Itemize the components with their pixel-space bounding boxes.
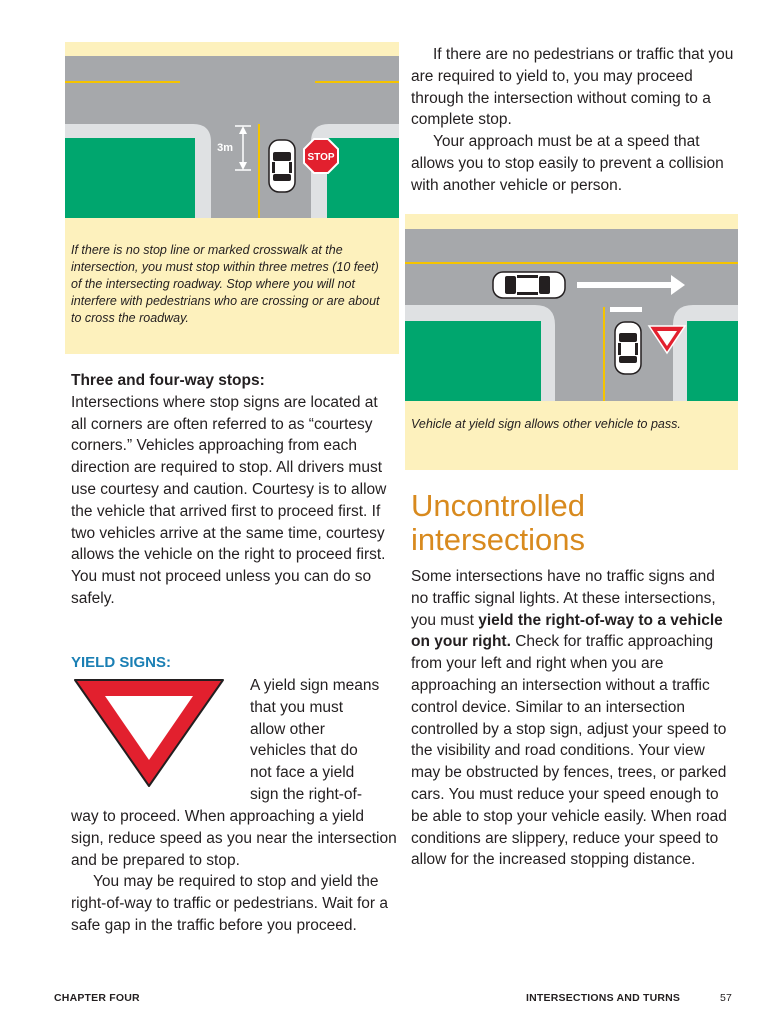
yield-signs-para1-wrapped: A yield sign means that you must allow other vehicles that do not face a yield sign the right-of- (250, 677, 380, 803)
figure-stop-diagram (65, 42, 399, 354)
uncontrolled-text (411, 566, 736, 871)
three-four-way-heading: Three and four-way stops: (71, 372, 265, 389)
figure2-caption: Vehicle at yield sign allows other vehicle to pass. (411, 417, 681, 431)
yield-intersection-diagram (405, 229, 738, 401)
right-column-intro (411, 44, 737, 197)
stop-sign-icon (304, 139, 338, 173)
figure-yield-diagram (405, 214, 738, 470)
page-number: 57 (720, 992, 733, 1004)
yield-signs-heading: YIELD SIGNS: (71, 654, 172, 671)
distance-label: 3m (217, 142, 233, 154)
stop-intersection-diagram (65, 56, 399, 218)
footer-section: INTERSECTIONS AND TURNS (526, 992, 681, 1004)
stop-sign-text: STOP (307, 152, 335, 163)
car-icon (269, 140, 295, 192)
uncontrolled-text-bold: yield the right-of-way to a vehicle on your right. (411, 611, 723, 651)
footer-chapter: CHAPTER FOUR (54, 992, 140, 1004)
yield-signs-text (71, 806, 397, 937)
uncontrolled-text-after: Check for traffic approaching from your left and right when you are approaching an intersection without a traffic control device. Similar to an intersection controlled by a stop sign, adjust your speed to the visibility and road conditions. Your view may be obstructed by fences, trees, or parked cars. You must reduce your speed enough to be able to stop your vehicle easily. When road conditions are slippery, reduce your speed to allow for the increased stopping distance. (411, 633, 727, 869)
stop-intersection-illustration (65, 56, 399, 218)
waiting-car-icon (615, 322, 641, 374)
passing-car-icon (493, 272, 565, 298)
right-column-para1: If there are no pedestrians or traffic that you are required to yield to, you may proceed through the intersection without coming to a complete stop. (411, 46, 734, 129)
yield-sign-icon (71, 676, 227, 790)
uncontrolled-heading: Uncontrolled intersections (411, 488, 586, 557)
yield-signs-para2: You may be required to stop and yield the right-of-way to traffic or pedestrians. Wait for a safe gap in the traffic before you proceed. (71, 873, 389, 934)
three-four-way-text: Intersections where stop signs are located at all corners are often referred to as “courtesy corners.” Vehicles approaching from each direction are required to stop. All drivers must use courtesy and caution. Courtesy is to allow the vehicle that arrived first to proceed first. If two vehicles arrive at the same time, courtesy allows the vehicle on the right to proceed first. You must not proceed unless you can do so safely. (71, 393, 387, 607)
figure1-caption: If there is no stop line or marked crosswalk at the intersection, you must stop within three metres (10 feet) of the intersecting roadway. Stop where you will not interfere with pedestrians who are crossing or are about to cross the roadway. (71, 243, 380, 325)
yield-intersection-illustration (405, 229, 738, 401)
yield-signs-para1-continued: way to proceed. When approaching a yield sign, reduce speed as you near the intersection and be prepared to stop. (71, 808, 397, 869)
right-column-para2: Your approach must be at a speed that allows you to stop easily to prevent a collision with another vehicle or person. (411, 133, 724, 194)
three-four-way-section (71, 370, 397, 610)
uncontrolled-text-before: Some intersections have no traffic signs and no traffic signal lights. At these intersections, you must (411, 568, 716, 629)
